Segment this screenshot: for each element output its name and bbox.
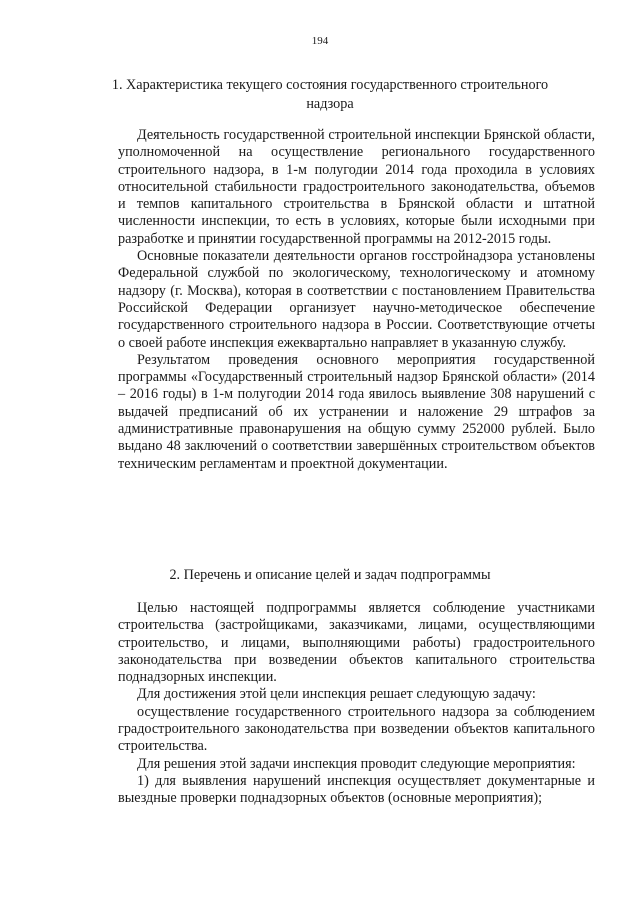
- paragraph: Результатом проведения основного мероприятия государственной программы «Государственный строительный надзор Брянской области» (2014 – 2016 годы) в 1-м полугодии 2014 года явилось выявление 308 нарушений с выдачей предписаний об их устранении и наложение 29 штрафов за административные правонарушения на общую сумму 252000 рублей. Было выдано 48 заключений о соответствии завершённых строительством объектов техническим регламентам и проектной документации.: [118, 351, 595, 472]
- section-1-title: 1. Характеристика текущего состояния государственного строительного надзора: [111, 77, 549, 112]
- paragraph: 1) для выявления нарушений инспекция осуществляет документарные и выездные проверки поднадзорных объектов (основные мероприятия);: [118, 772, 595, 807]
- section-2-title: 2. Перечень и описание целей и задач подпрограммы: [169, 567, 491, 583]
- paragraph: Для решения этой задачи инспекция проводит следующие мероприятия:: [137, 755, 576, 772]
- paragraph: осуществление государственного строительного надзора за соблюдением градостроительного законодательства при возведении объектов капитального строительства.: [118, 703, 595, 755]
- paragraph: Основные показатели деятельности органов госстройнадзора установлены Федеральной службой по экологическому, технологическому и атомному надзору (г. Москва), которая в соответствии с постановлением Правительства Российской Федерации организует научно-методическое обеспечение государственного строительного надзора в России. Соответствующие отчеты о своей работе инспекция ежеквартально направляет в указанную службу.: [118, 248, 595, 351]
- paragraph: Для достижения этой цели инспекция решает следующую задачу:: [137, 686, 536, 703]
- paragraph: Деятельность государственной строительной инспекции Брянской области, уполномоченной на осуществление регионального государственного строительного надзора, в 1-м полугодии 2014 года проходила в условиях относительной стабильности градостроительного законодательства, объемов и темпов капитального строительства в Брянской области и штатной численности инспекции, то есть в условиях, которые были исходными при разработке и принятии государственной программы на 2012-2015 годы.: [118, 127, 595, 247]
- section-1-body: [118, 127, 595, 473]
- section-2-body: [118, 600, 595, 808]
- page-number: 194: [311, 35, 329, 47]
- paragraph: Целью настоящей подпрограммы является соблюдение участниками строительства (застройщиками, заказчиками, лицами, осуществляющими строительство, и лицами, выполняющими работы) градостроительного законодательства при возведении объектов капитального строительства поднадзорных инспекции.: [118, 600, 595, 686]
